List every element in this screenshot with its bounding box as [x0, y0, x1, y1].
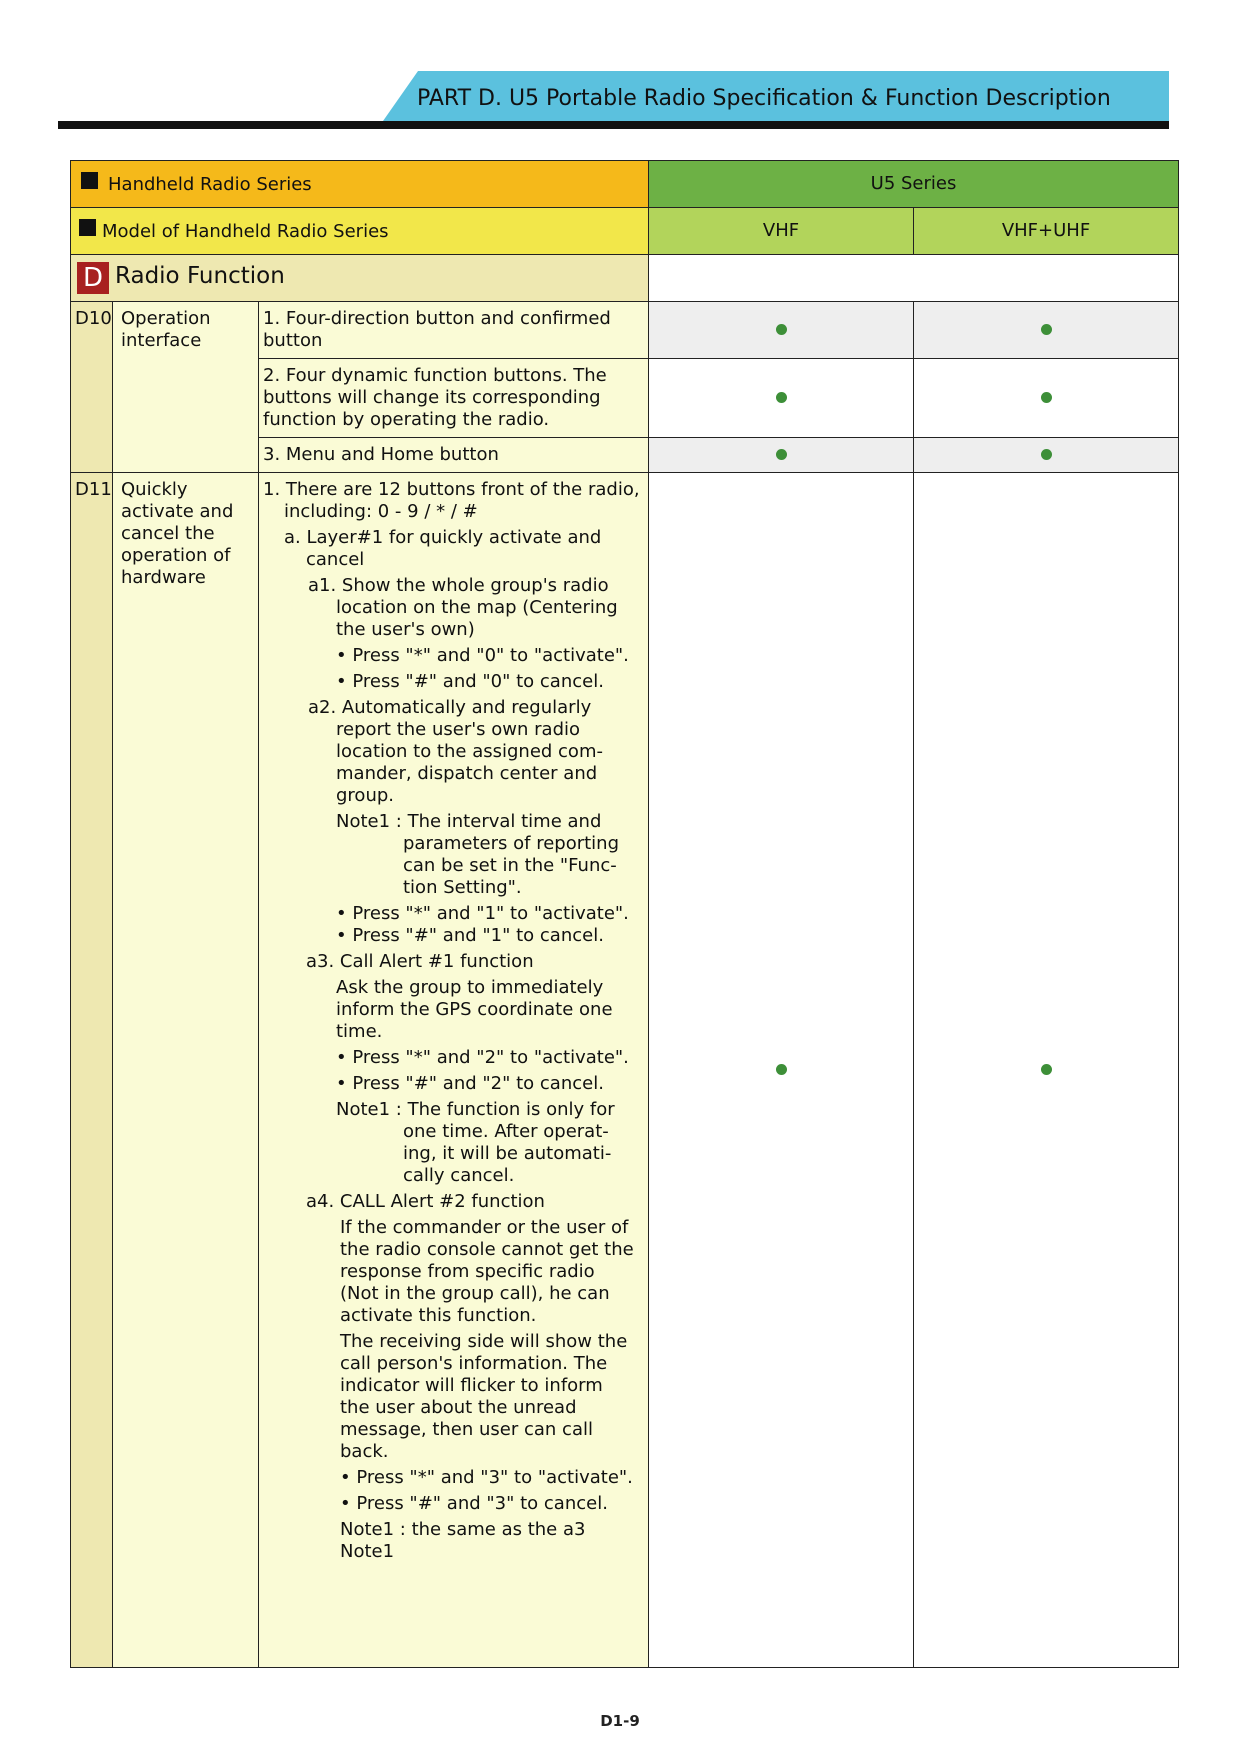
d11-line: can be set in the "Func- — [403, 855, 617, 876]
square-bullet-icon — [81, 172, 98, 189]
d11-line: cancel — [306, 549, 365, 570]
d11-line: one time. After operat- — [403, 1121, 609, 1142]
d11-line: tion Setting". — [403, 877, 522, 898]
model-vhf: VHF — [649, 208, 914, 255]
d11-line: ing, it will be automati- — [403, 1143, 612, 1164]
series-row — [71, 161, 1179, 208]
d11-line: • Press "*" and "1" to "activate". — [336, 903, 629, 924]
supported-dot-icon — [1041, 324, 1052, 335]
square-bullet-icon — [79, 219, 96, 236]
series-value: U5 Series — [649, 161, 1179, 208]
supported-dot-icon — [776, 1064, 787, 1075]
series-label-cell — [71, 161, 649, 208]
d11-line: mander, dispatch center and — [336, 763, 598, 784]
d11-line: call person's information. The — [340, 1353, 608, 1374]
d10-item-1-vhf — [649, 302, 914, 359]
d11-line: a1. Show the whole group's radio — [308, 575, 609, 596]
page-number: D1-9 — [600, 1712, 640, 1730]
d11-note-label: Note1 : — [336, 811, 408, 832]
d11-line: the user's own) — [336, 619, 475, 640]
d11-line: Note1 : the same as the a3 — [340, 1519, 586, 1540]
d11-line: including: 0 - 9 / * / # — [284, 501, 478, 522]
supported-dot-icon — [1041, 449, 1052, 460]
d11-line: the user about the unread — [340, 1397, 577, 1418]
d11-line: back. — [340, 1441, 389, 1462]
d11-line: group. — [336, 785, 394, 806]
d11-line: If the commander or the user of — [340, 1217, 629, 1238]
d11-line: Ask the group to immediately — [336, 977, 604, 998]
d11-line: message, then user can call — [340, 1419, 593, 1440]
d11-line: the radio console cannot get the — [340, 1239, 634, 1260]
d11-description — [259, 473, 649, 1668]
model-vhf-uhf: VHF+UHF — [914, 208, 1179, 255]
d11-row — [71, 473, 1179, 1668]
model-label-cell — [71, 208, 649, 255]
section-title-cell — [71, 255, 649, 302]
d11-line: a. Layer#1 for quickly activate and — [284, 527, 602, 548]
model-row — [71, 208, 1179, 255]
d10-item-2-vhf-uhf — [914, 359, 1179, 438]
d11-line: inform the GPS coordinate one — [336, 999, 613, 1020]
d11-line: • Press "*" and "2" to "activate". — [336, 1047, 629, 1068]
d10-item-2: 2. Four dynamic function buttons. The buttons will change its corresponding function by operating the radio. — [259, 359, 649, 438]
d11-line: The interval time and — [407, 811, 602, 832]
d10-item-3-vhf-uhf — [914, 438, 1179, 473]
d10-item-2-vhf — [649, 359, 914, 438]
d10-category: Operation interface — [113, 302, 259, 473]
d10-code: D10 — [71, 302, 113, 473]
d11-line: • Press "*" and "3" to "activate". — [340, 1467, 633, 1488]
d11-note-label: Note1 : — [336, 1099, 408, 1120]
section-blank-cell — [649, 255, 1179, 302]
d11-line: parameters of reporting — [403, 833, 620, 854]
d10-item-1: 1. Four-direction button and confirmed button — [259, 302, 649, 359]
d10-row-1 — [71, 302, 1179, 359]
d11-line: activate this function. — [340, 1305, 537, 1326]
supported-dot-icon — [776, 392, 787, 403]
d11-vhf-uhf — [914, 473, 1179, 1668]
d11-line: (Not in the group call), he can — [340, 1283, 610, 1304]
section-letter-badge: D — [77, 262, 109, 294]
series-label: Handheld Radio Series — [108, 174, 312, 195]
model-label: Model of Handheld Radio Series — [102, 221, 389, 242]
d11-line: a3. Call Alert #1 function — [306, 951, 534, 972]
d11-line: a2. Automatically and regularly — [308, 697, 592, 718]
d11-line: The function is only for — [407, 1099, 615, 1120]
supported-dot-icon — [1041, 1064, 1052, 1075]
section-title: Radio Function — [115, 263, 285, 289]
d11-line: a4. CALL Alert #2 function — [306, 1191, 545, 1212]
supported-dot-icon — [776, 324, 787, 335]
d11-code: D11 — [71, 473, 113, 1668]
d11-line: • Press "*" and "0" to "activate". — [336, 645, 629, 666]
d11-line: location to the assigned com- — [336, 741, 603, 762]
d11-line: location on the map (Centering — [336, 597, 618, 618]
section-row — [71, 255, 1179, 302]
d11-note — [263, 1099, 644, 1121]
d10-item-3: 3. Menu and Home button — [259, 438, 649, 473]
d11-line: report the user's own radio — [336, 719, 581, 740]
d11-line: • Press "#" and "2" to cancel. — [336, 1073, 604, 1094]
d11-line: Note1 — [340, 1541, 395, 1562]
supported-dot-icon — [1041, 392, 1052, 403]
supported-dot-icon — [776, 449, 787, 460]
d11-line: The receiving side will show the — [340, 1331, 628, 1352]
d11-note — [263, 811, 644, 833]
d11-line: • Press "#" and "1" to cancel. — [336, 925, 604, 946]
d10-item-1-vhf-uhf — [914, 302, 1179, 359]
d10-item-3-vhf — [649, 438, 914, 473]
d11-line: 1. There are 12 buttons front of the radio, — [263, 479, 640, 500]
d11-line: time. — [336, 1021, 383, 1042]
d11-vhf — [649, 473, 914, 1668]
d11-line: cally cancel. — [403, 1165, 515, 1186]
spec-table — [70, 160, 1179, 1668]
d11-line: • Press "#" and "3" to cancel. — [340, 1493, 608, 1514]
d11-category: Quickly activate and cancel the operation of hardware — [113, 473, 259, 1668]
d11-line: • Press "#" and "0" to cancel. — [336, 671, 604, 692]
d11-line: indicator will flicker to inform — [340, 1375, 603, 1396]
d11-line: response from specific radio — [340, 1261, 595, 1282]
page-header-title: PART D. U5 Portable Radio Specification & Function Description — [417, 86, 1111, 111]
header-rule — [58, 121, 1169, 129]
